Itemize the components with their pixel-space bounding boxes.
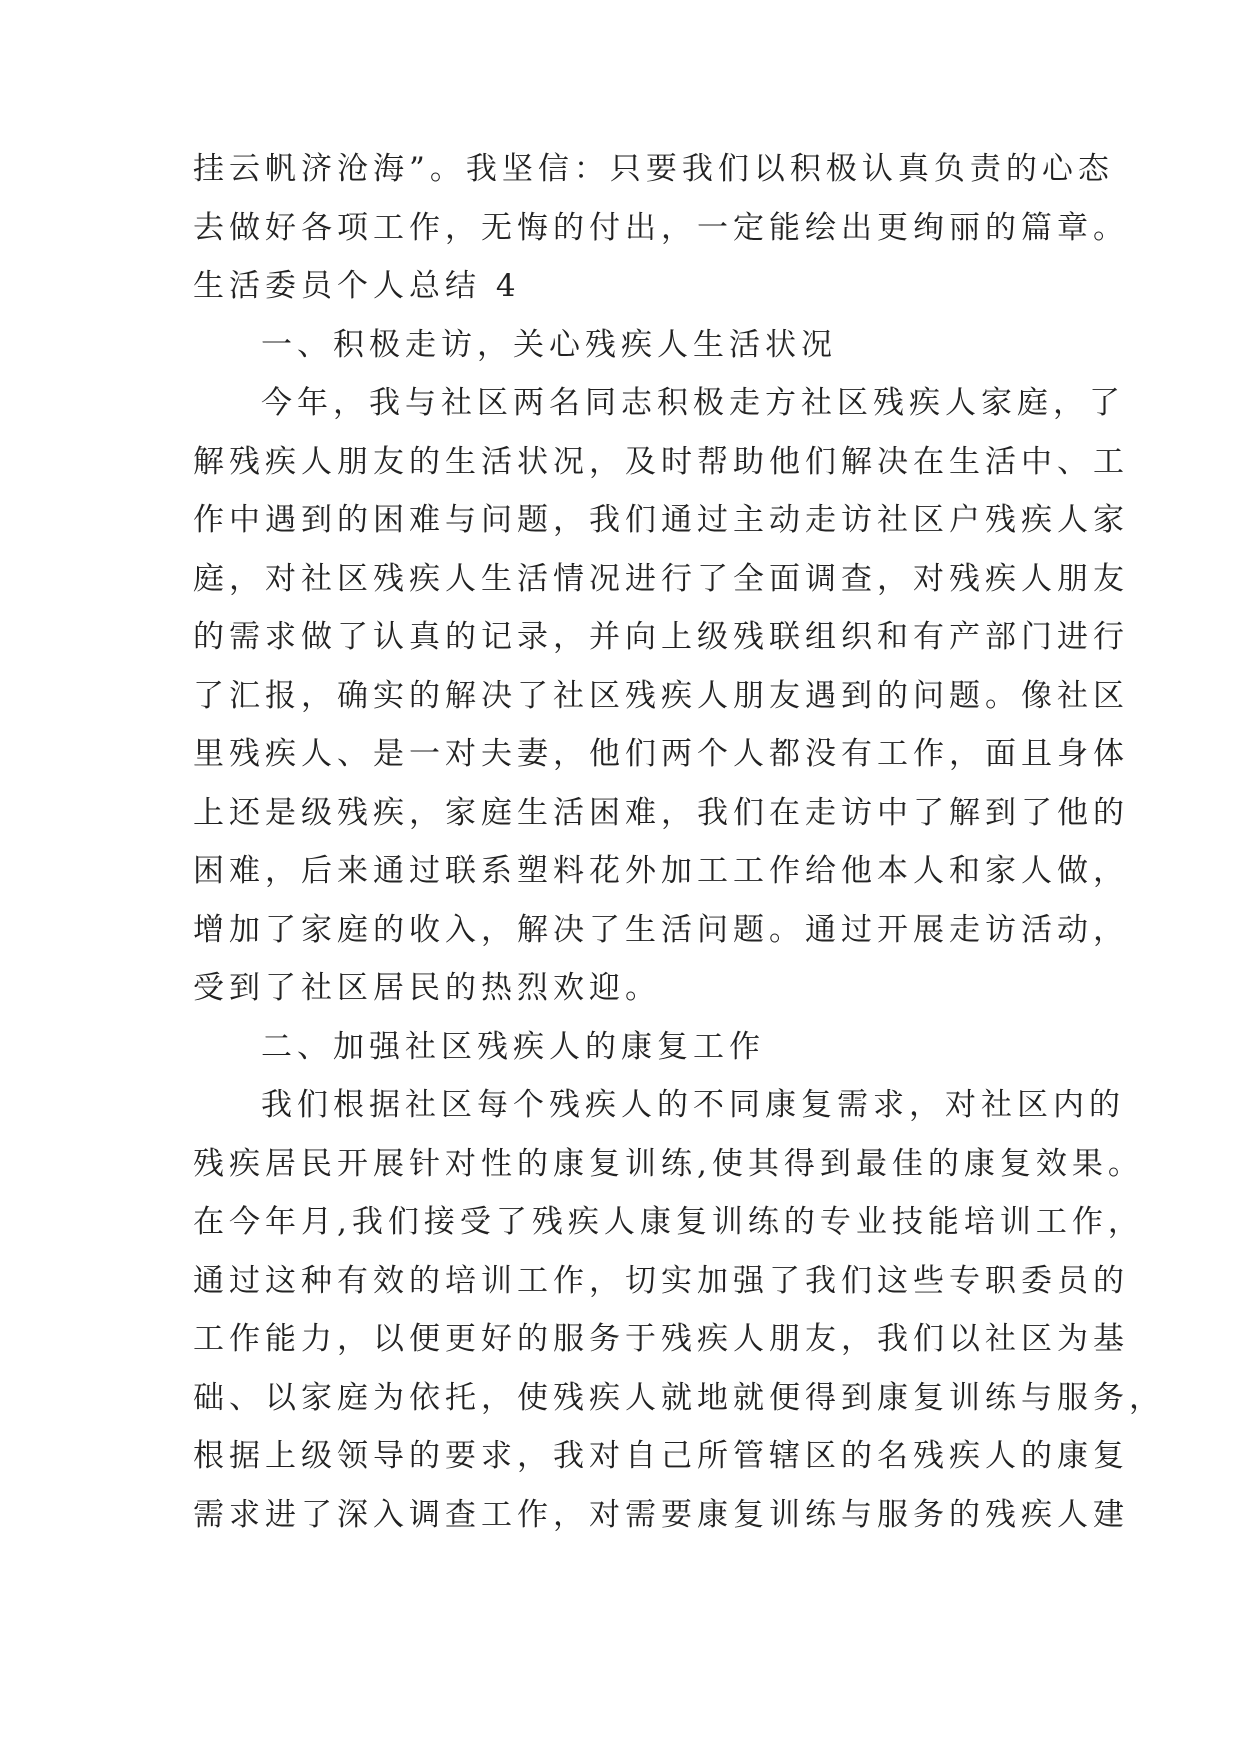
- body-text-line: 上还是级残疾，家庭生活困难，我们在走访中了解到了他的: [193, 794, 1129, 831]
- subheading: 二、加强社区残疾人的康复工作: [261, 1028, 765, 1065]
- body-text-line: 需求进了深入调查工作，对需要康复训练与服务的残疾人建: [193, 1496, 1129, 1533]
- body-text-line: 困难，后来通过联系塑料花外加工工作给他本人和家人做，: [193, 853, 1129, 889]
- paragraph-first-line: 今年，我与社区两名同志积极走方社区残疾人家庭，了: [261, 385, 1125, 421]
- subheading: 一、积极走访，关心残疾人生活状况: [261, 326, 837, 363]
- paragraph-first-line: 我们根据社区每个残疾人的不同康复需求，对社区内的: [261, 1087, 1125, 1123]
- body-text-line: 残疾居民开展针对性的康复训练,使其得到最佳的康复效果。: [193, 1145, 1144, 1182]
- document-page: [193, 140, 1165, 1544]
- body-text-line: 工作能力，以便更好的服务于残疾人朋友，我们以社区为基: [193, 1321, 1129, 1357]
- body-text-line: 增加了家庭的收入，解决了生活问题。通过开展走访活动，: [193, 911, 1129, 948]
- body-text-line: 去做好各项工作，无悔的付出，一定能绘出更绚丽的篇章。: [193, 209, 1129, 246]
- body-text-line: 挂云帆济沧海”。我坚信：只要我们以积极认真负责的心态: [193, 151, 1114, 187]
- body-text-line: 受到了社区居民的热烈欢迎。: [193, 970, 661, 1006]
- body-text-line: 通过这种有效的培训工作，切实加强了我们这些专职委员的: [193, 1262, 1129, 1299]
- section-title: 生活委员个人总结 4: [193, 268, 521, 304]
- body-text-line: 解残疾人朋友的生活状况，及时帮助他们解决在生活中、工: [193, 443, 1129, 480]
- body-text-line: 作中遇到的困难与问题，我们通过主动走访社区户残疾人家: [193, 502, 1129, 538]
- body-text-line: 础、以家庭为依托，使残疾人就地就便得到康复训练与服务，: [193, 1379, 1165, 1416]
- body-text-line: 在今年月,我们接受了残疾人康复训练的专业技能培训工作，: [193, 1204, 1144, 1240]
- body-text-line: 的需求做了认真的记录，并向上级残联组织和有产部门进行: [193, 619, 1129, 655]
- body-text-line: 了汇报，确实的解决了社区残疾人朋友遇到的问题。像社区: [193, 677, 1129, 714]
- body-text-line: 庭，对社区残疾人生活情况进行了全面调查，对残疾人朋友: [193, 560, 1129, 597]
- body-text-line: 根据上级领导的要求，我对自己所管辖区的名残疾人的康复: [193, 1438, 1129, 1474]
- body-text-line: 里残疾人、是一对夫妻，他们两个人都没有工作，面且身体: [193, 736, 1129, 772]
